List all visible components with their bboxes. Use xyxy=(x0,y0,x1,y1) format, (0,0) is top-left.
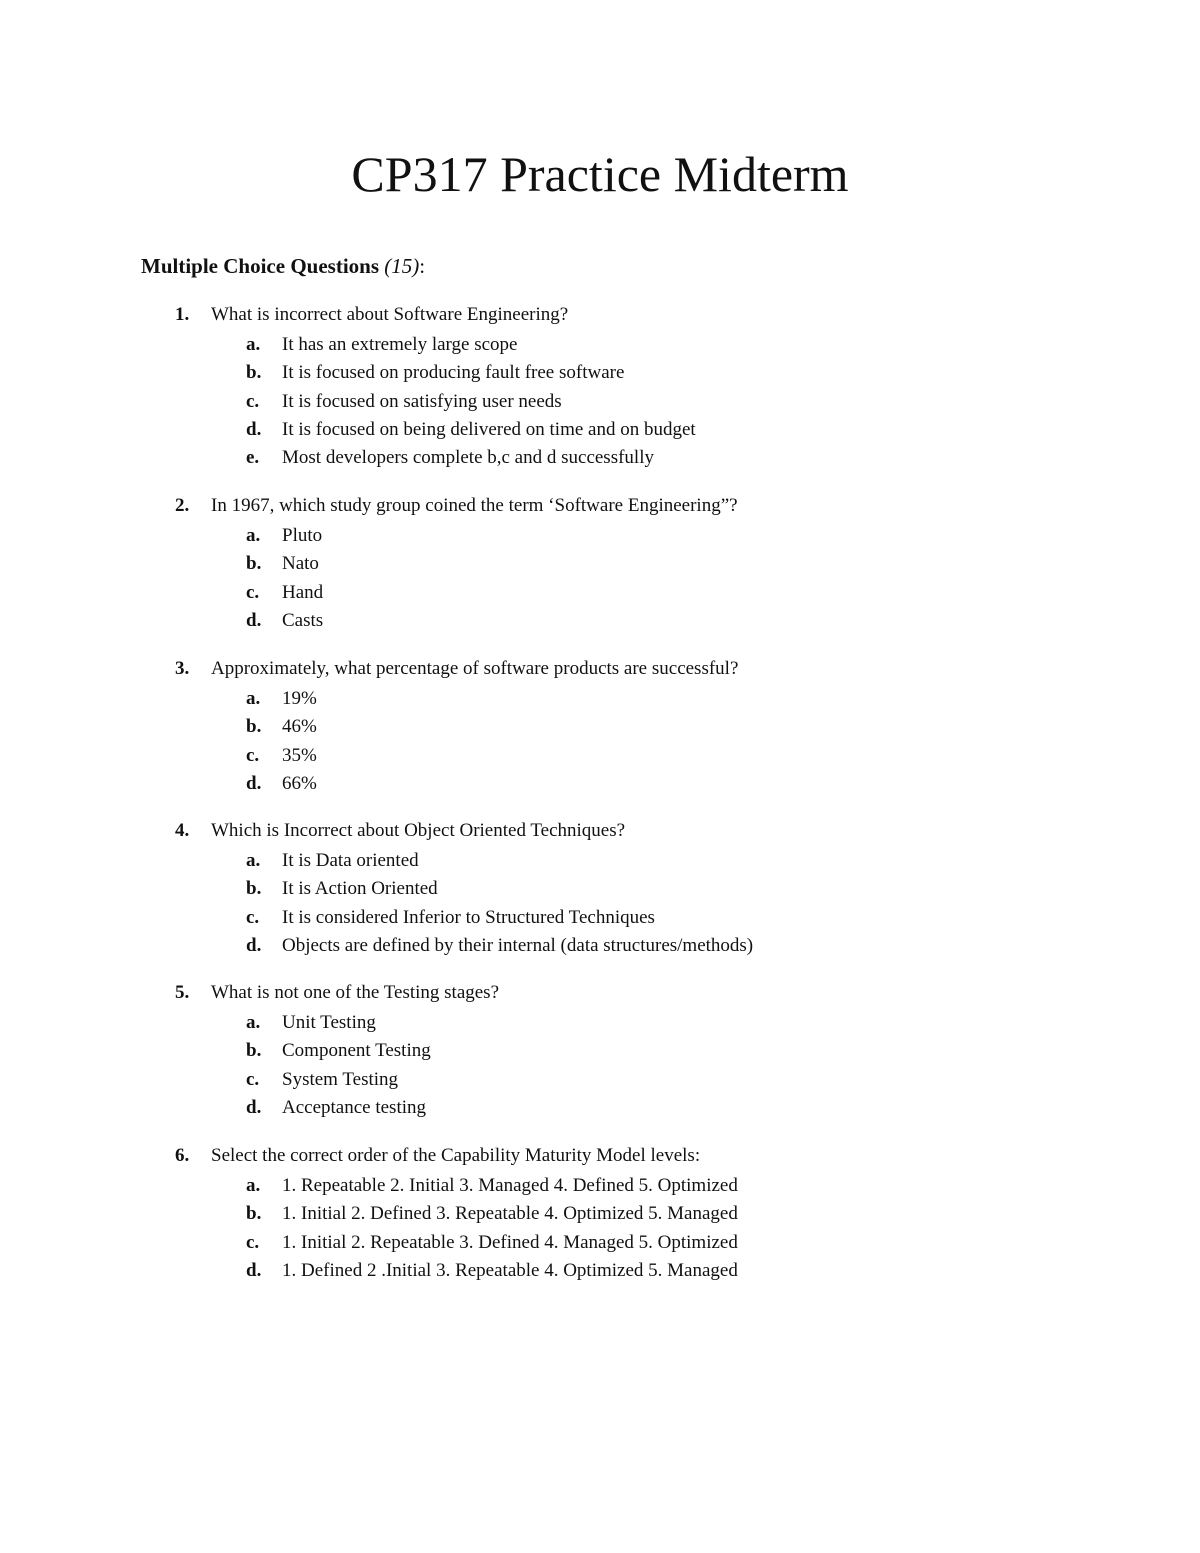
option-text: It has an extremely large scope xyxy=(282,334,518,355)
question-text: Approximately, what percentage of software products are successful? xyxy=(211,658,739,679)
question-text: Which is Incorrect about Object Oriented Techniques? xyxy=(211,820,626,841)
option-text: 35% xyxy=(282,744,317,766)
option-letter: c. xyxy=(246,390,260,412)
question-number: 1. xyxy=(175,304,190,325)
section-heading xyxy=(141,252,425,280)
option-letter: a. xyxy=(246,1175,261,1196)
section-question-count: (15) xyxy=(384,254,420,278)
question-number: 2. xyxy=(175,495,190,516)
option-text: Acceptance testing xyxy=(282,1096,427,1118)
option-letter: d. xyxy=(246,934,262,956)
option-text: It is Action Oriented xyxy=(282,878,438,900)
option-letter: a. xyxy=(246,688,261,709)
option-letter: c. xyxy=(246,1231,260,1253)
option-text: 1. Initial 2. Defined 3. Repeatable 4. Optimized 5. Managed xyxy=(282,1203,738,1225)
option-text: It is focused on satisfying user needs xyxy=(282,390,562,412)
option-text: System Testing xyxy=(282,1068,399,1090)
option-text: It is focused on being delivered on time and on budget xyxy=(282,418,696,440)
option-letter: a. xyxy=(246,334,261,355)
question-number: 4. xyxy=(175,820,190,841)
section-heading-label: Multiple Choice Questions xyxy=(141,254,380,278)
option-text: 46% xyxy=(282,716,317,738)
section-heading-colon: : xyxy=(419,254,426,278)
question-number: 6. xyxy=(175,1145,190,1166)
option-letter: e. xyxy=(246,447,260,469)
option-letter: b. xyxy=(246,878,262,900)
option-letter: b. xyxy=(246,362,262,384)
option-text: Nato xyxy=(282,553,319,575)
option-text: Pluto xyxy=(282,525,323,546)
option-letter: d. xyxy=(246,418,262,440)
page-title: CP317 Practice Midterm xyxy=(351,146,849,202)
option-letter: d. xyxy=(246,1096,262,1118)
option-text: Unit Testing xyxy=(282,1012,376,1033)
question-number: 3. xyxy=(175,658,190,679)
option-text: Most developers complete b,c and d successfully xyxy=(282,447,654,469)
option-text: Objects are defined by their internal (data structures/methods) xyxy=(282,934,754,956)
option-text: 1. Initial 2. Repeatable 3. Defined 4. Managed 5. Optimized xyxy=(282,1231,738,1253)
question-text: What is not one of the Testing stages? xyxy=(211,982,500,1003)
option-text: Hand xyxy=(282,581,324,603)
option-letter: b. xyxy=(246,1203,262,1225)
question-text: In 1967, which study group coined the term ‘Software Engineering”? xyxy=(211,495,738,516)
question-number: 5. xyxy=(175,982,190,1003)
option-letter: b. xyxy=(246,1040,262,1062)
option-text: It is focused on producing fault free software xyxy=(282,362,625,384)
option-letter: d. xyxy=(246,1259,262,1281)
option-text: 66% xyxy=(282,772,317,794)
option-text: 1. Defined 2 .Initial 3. Repeatable 4. Optimized 5. Managed xyxy=(282,1259,738,1281)
option-text: 19% xyxy=(282,688,317,709)
option-text: It is considered Inferior to Structured Techniques xyxy=(282,906,655,928)
option-letter: c. xyxy=(246,581,260,603)
option-text: 1. Repeatable 2. Initial 3. Managed 4. Defined 5. Optimized xyxy=(282,1175,738,1196)
option-letter: d. xyxy=(246,609,262,631)
option-letter: b. xyxy=(246,716,262,738)
option-text: It is Data oriented xyxy=(282,850,419,871)
option-letter: d. xyxy=(246,772,262,794)
option-letter: c. xyxy=(246,906,260,928)
option-letter: a. xyxy=(246,850,261,871)
option-letter: a. xyxy=(246,525,261,546)
option-text: Component Testing xyxy=(282,1040,431,1062)
option-letter: b. xyxy=(246,553,262,575)
option-letter: a. xyxy=(246,1012,261,1033)
option-letter: c. xyxy=(246,1068,260,1090)
question-text: What is incorrect about Software Engineering? xyxy=(211,304,569,325)
option-text: Casts xyxy=(282,609,324,631)
option-letter: c. xyxy=(246,744,260,766)
question-text: Select the correct order of the Capability Maturity Model levels: xyxy=(211,1145,701,1166)
